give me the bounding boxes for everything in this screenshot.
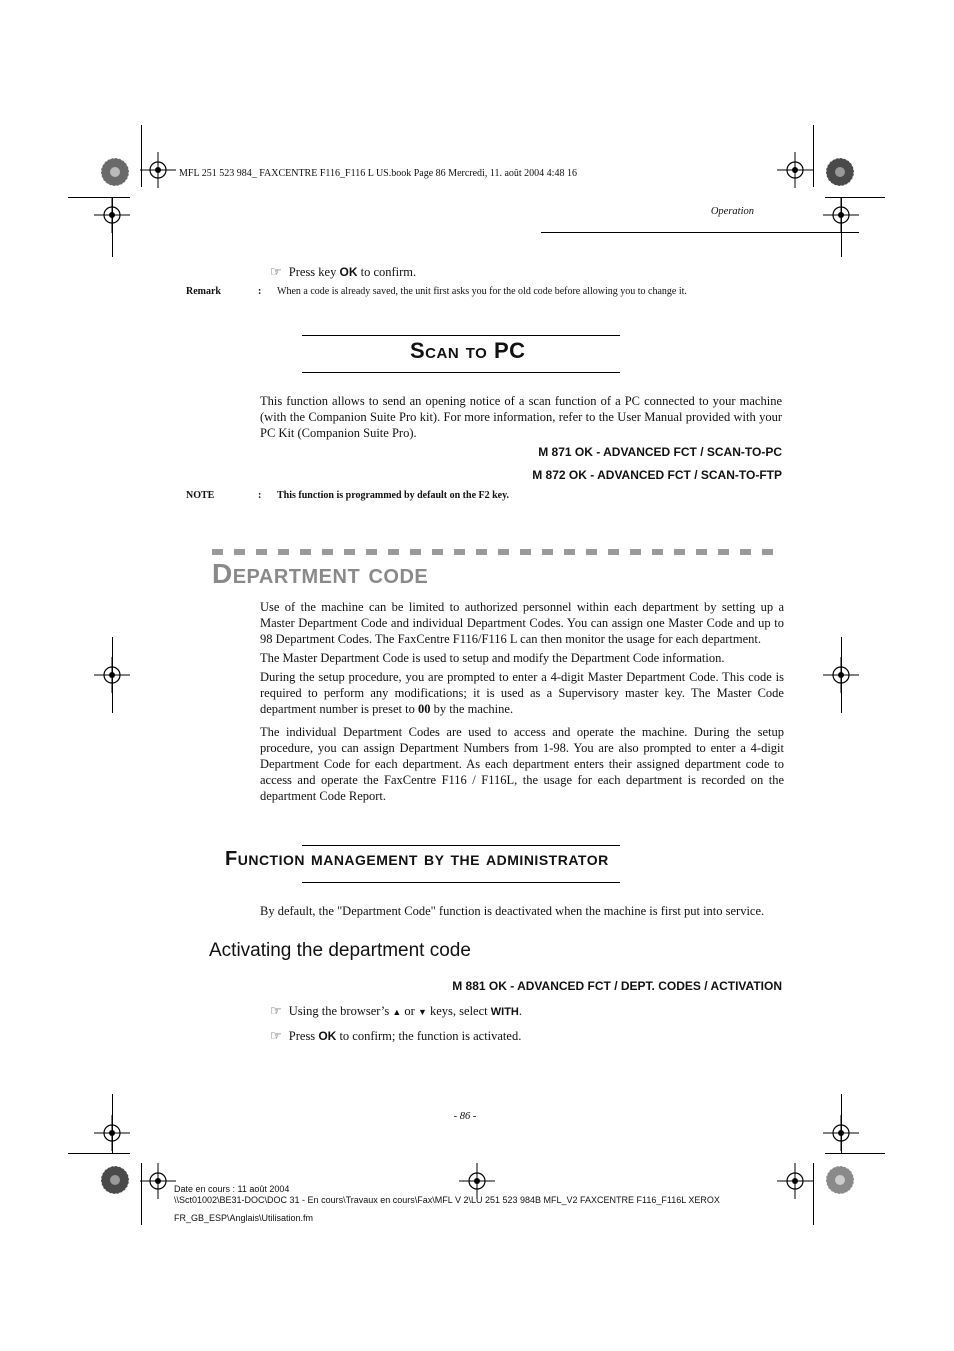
print-info-path: \\Sct01002\BE31-DOC\DOC 31 - En cours\Travaux en cours\Fax\MFL V 2\LU 251 523 984B MFL_V2 FAXCENTRE F116_F116L XEROX	[174, 1195, 720, 1205]
department-code-para-2: The Master Department Code is used to setup and modify the Department Code information.	[260, 651, 725, 665]
note-text: This function is programmed by default on the F2 key.	[277, 490, 510, 501]
crop-line	[813, 1163, 814, 1225]
registration-mark-icon	[777, 1163, 813, 1199]
crop-line	[825, 1153, 885, 1154]
step-text: Using the browser’s	[288, 1004, 393, 1018]
activating-title: Activating the department code	[209, 940, 471, 961]
registration-mark-icon	[94, 197, 130, 233]
header-rule	[541, 232, 859, 233]
department-code-para-3	[260, 669, 784, 717]
print-info-date: Date en cours : 11 août 2004	[174, 1184, 290, 1194]
print-info-top: MFL 251 523 984_ FAXCENTRE F116_F116 L US.book Page 86 Mercredi, 11. août 2004 4:48 16	[179, 168, 577, 179]
para-3-text: During the setup procedure, you are prompted to enter a 4-digit Master Department Code. This code is required to perform any modifications; it is used as a Supervisory master key. The Master Code department number is preset to	[260, 670, 784, 716]
step-text: Press	[288, 1029, 319, 1043]
title-rule-top	[302, 335, 620, 336]
remark-label: Remark	[186, 286, 221, 297]
command-scan-to-pc: M 871 OK - ADVANCED FCT / SCAN-TO-PC	[538, 445, 782, 459]
function-management-body: By default, the "Department Code" function is deactivated when the machine is first put into service.	[260, 904, 765, 918]
page-number: - 86 -	[453, 1111, 477, 1122]
title-rule-bottom	[302, 882, 620, 883]
department-code-para-1: Use of the machine can be limited to authorized personnel within each department by setting up a Master Department Code and individual Department Codes. You can assign one Master Code and up to 98 Department Codes. The FaxCentre F116/F116 L can then monitor the usage for each department.	[260, 600, 784, 646]
up-arrow-icon: ▲	[392, 1007, 402, 1017]
step-text-end: .	[518, 1004, 522, 1018]
crop-line	[68, 1153, 130, 1154]
key-ok: OK	[339, 265, 358, 279]
down-arrow-icon: ▼	[417, 1007, 427, 1017]
hand-pointer-icon: ☞	[270, 1028, 282, 1043]
step-select-with	[270, 1003, 522, 1019]
step-press-ok	[270, 264, 416, 280]
hand-pointer-icon: ☞	[270, 264, 282, 279]
remark-text: When a code is already saved, the unit first asks you for the old code before allowing you to change it.	[277, 286, 687, 297]
hand-pointer-icon: ☞	[270, 1003, 282, 1018]
step-or: or	[401, 1004, 418, 1018]
scan-to-pc-body: This function allows to send an opening notice of a scan function of a PC connected to your machine (with the Companion Suite Pro kit). For more information, refer to the User Manual provided with your PC Kit (Companion Suite Pro).	[260, 394, 782, 440]
command-activation: M 881 OK - ADVANCED FCT / DEPT. CODES / ACTIVATION	[452, 979, 782, 993]
registration-mark-icon	[94, 1115, 130, 1151]
registration-mark-icon	[823, 1115, 859, 1151]
color-rosette-icon	[825, 1165, 855, 1195]
chapter-dashed-rule	[212, 549, 784, 555]
remark-colon: :	[258, 286, 262, 297]
title-rule-bottom	[302, 372, 620, 373]
crop-line	[813, 125, 814, 187]
note-label: NOTE	[186, 490, 215, 501]
master-code-number: 00	[417, 702, 431, 716]
key-with: WITH	[490, 1006, 519, 1018]
color-rosette-icon	[100, 157, 130, 187]
step-text-end: to confirm; the function is activated.	[336, 1029, 522, 1043]
color-rosette-icon	[100, 1165, 130, 1195]
title-rule-top	[302, 845, 620, 846]
command-scan-to-ftp: M 872 OK - ADVANCED FCT / SCAN-TO-FTP	[532, 468, 782, 482]
para-3-text-end: by the machine.	[430, 702, 514, 716]
department-code-title: Department code	[212, 558, 429, 589]
function-management-title: Function management by the administrator	[225, 848, 609, 870]
step-press-ok-activate	[270, 1028, 521, 1044]
note-colon: :	[258, 490, 262, 501]
registration-mark-icon	[823, 197, 859, 233]
registration-mark-icon	[140, 152, 176, 188]
step-text: Press key	[288, 265, 340, 279]
registration-mark-icon	[459, 1163, 495, 1199]
step-text-mid: keys, select	[426, 1004, 491, 1018]
key-ok: OK	[318, 1029, 337, 1043]
color-rosette-icon	[825, 157, 855, 187]
registration-mark-icon	[140, 1163, 176, 1199]
registration-mark-icon	[94, 657, 130, 693]
registration-mark-icon	[777, 152, 813, 188]
print-info-file: FR_GB_ESP\Anglais\Utilisation.fm	[174, 1213, 314, 1223]
section-header: Operation	[710, 206, 754, 217]
department-code-para-4: The individual Department Codes are used to access and operate the machine. During the setup procedure, you can assign Department Numbers from 1-98. You are also prompted to enter a 4-digit Department Code for each department. As each department enters their assigned department code to access and operate the FaxCentre F116 / F116L, the usage for each department is recorded on the department Code Report.	[260, 725, 784, 803]
registration-mark-icon	[823, 657, 859, 693]
step-text-end: to confirm.	[357, 265, 417, 279]
scan-to-pc-title: Scan to PC	[410, 338, 526, 363]
